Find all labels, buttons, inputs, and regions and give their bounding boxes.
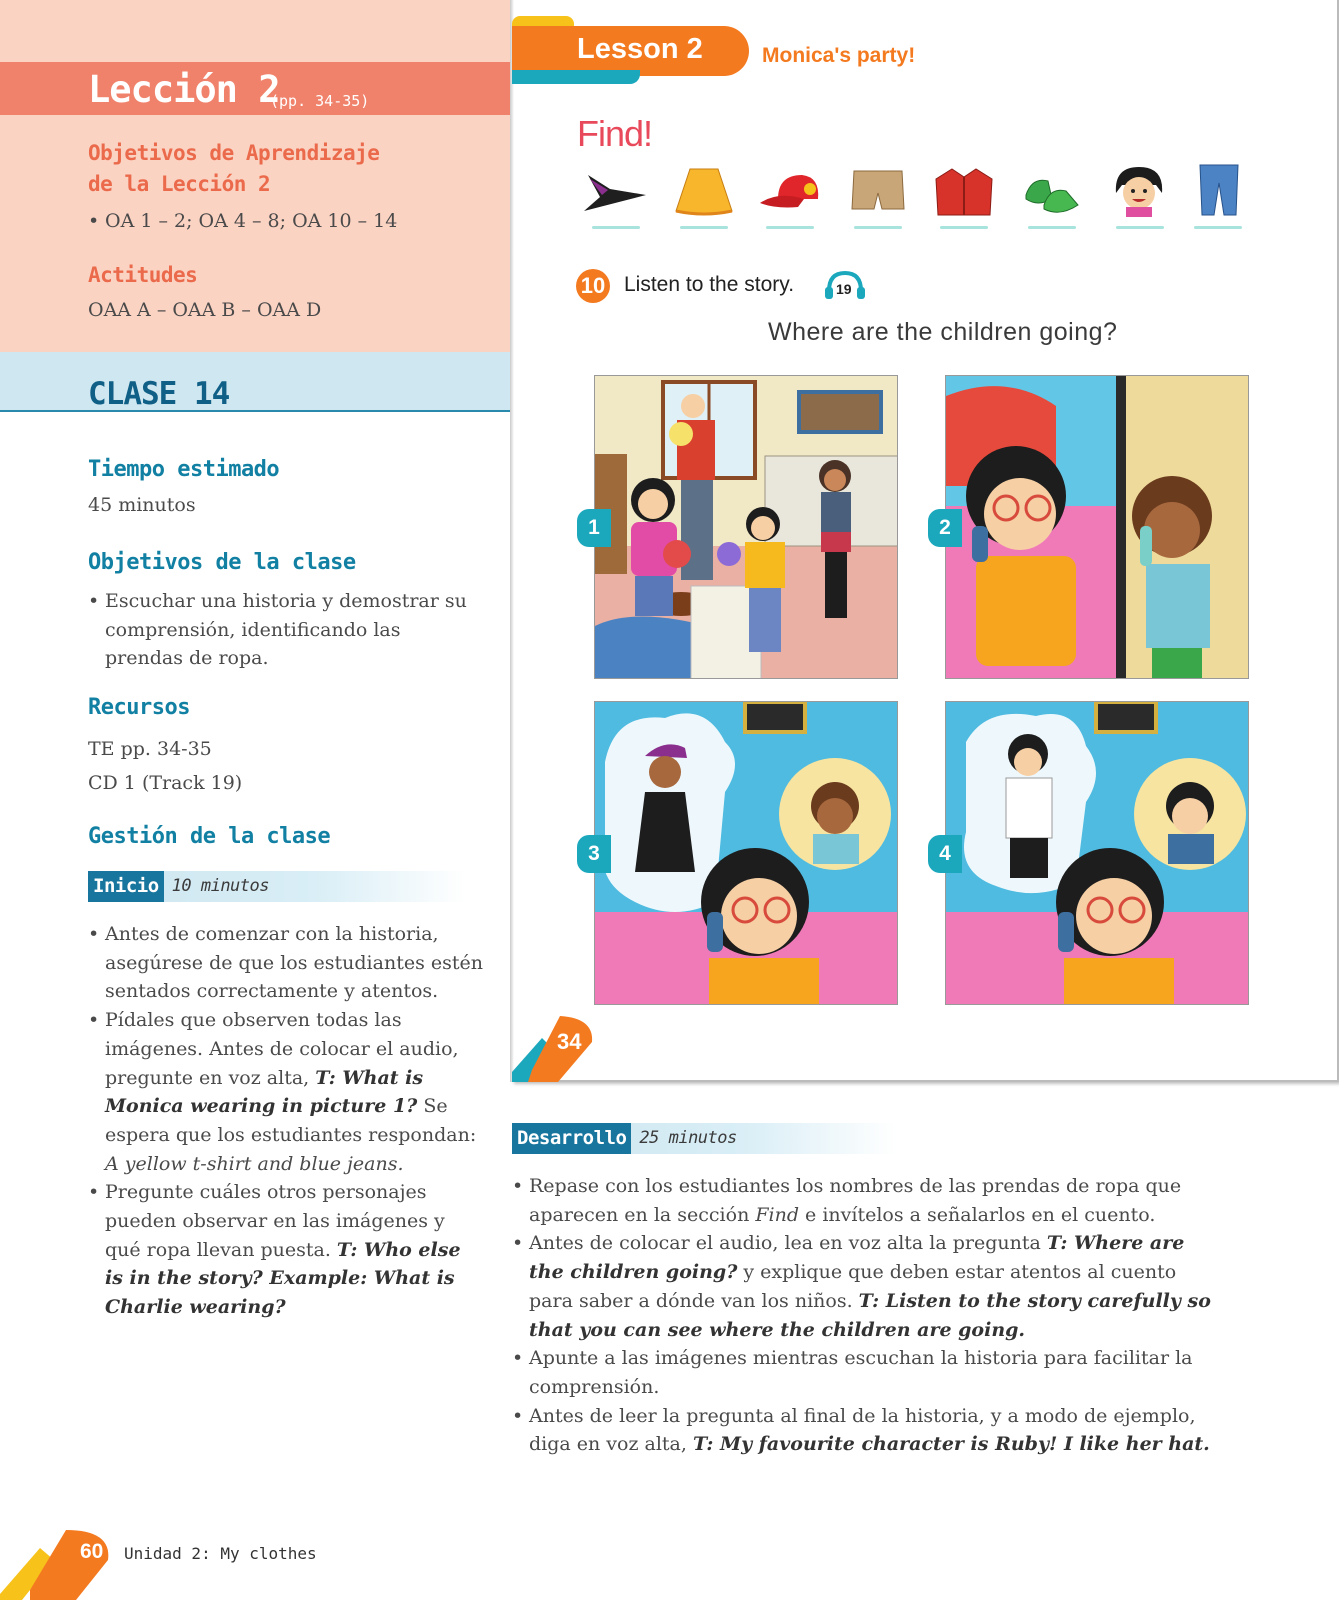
time-heading: Tiempo estimado <box>88 457 280 482</box>
teacher-question: T: What is Monica wearing in picture 1? <box>105 1066 424 1118</box>
jeans-icon <box>1196 163 1242 219</box>
book-page-number: 34 <box>557 1029 582 1054</box>
inicio-list <box>88 920 483 1322</box>
audio-track[interactable] <box>824 269 866 301</box>
resource-item: CD 1 (Track 19) <box>88 772 243 794</box>
find-items-row <box>580 163 1240 233</box>
class-objectives-list <box>88 587 478 673</box>
story-question: Where are the children going? <box>768 318 1118 346</box>
desarrollo-item <box>512 1229 1212 1344</box>
find-answer-line <box>1194 226 1242 229</box>
phone-call-illustration <box>946 376 1249 679</box>
book-edge <box>510 0 514 1082</box>
boy-charlie <box>811 782 859 864</box>
find-answer-line <box>592 226 640 229</box>
management-heading: Gestión de la clase <box>88 824 331 849</box>
lesson-title: Lección 2 <box>88 68 280 111</box>
attitudes-value: OAA A – OAA B – OAA D <box>88 299 322 321</box>
inicio-duration: 10 minutos <box>171 876 269 896</box>
thinking-boy-illustration <box>946 702 1249 1005</box>
story-panel-1 <box>594 375 898 679</box>
attitudes-heading: Actitudes <box>88 263 198 287</box>
resource-item: TE pp. 34-35 <box>88 738 212 760</box>
desarrollo-item-text: Antes de colocar el audio, lea en voz alta la pregunta <box>529 1232 1047 1255</box>
lesson-tab-label: Lesson 2 <box>577 33 703 65</box>
story-panel-2 <box>945 375 1249 679</box>
desarrollo-label: Desarrollo <box>512 1123 631 1154</box>
lesson-tab-underline <box>512 70 640 84</box>
shorts-icon <box>850 167 906 215</box>
find-answer-line <box>766 226 814 229</box>
teacher-question: T: Where are the children going? <box>529 1232 1185 1284</box>
find-answer-line <box>680 226 728 229</box>
desarrollo-item-text: e invítelos a señalarlos en el cuento. <box>799 1203 1156 1226</box>
objectives-item: • OA 1 – 2; OA 4 – 8; OA 10 – 14 <box>88 207 498 236</box>
boy-vampire <box>1006 734 1052 878</box>
find-reference: Find <box>755 1203 800 1226</box>
desarrollo-bar <box>512 1123 897 1154</box>
expected-answer: A yellow t-shirt and blue jeans. <box>105 1152 404 1175</box>
jacket-icon <box>932 165 996 219</box>
desarrollo-item <box>512 1402 1212 1459</box>
panel-number-2: 2 <box>928 509 962 547</box>
story-panel-4 <box>945 701 1249 1005</box>
desarrollo-item-text: y explique que deben estar atentos al cuento para saber a dónde van los niños. <box>529 1261 1177 1312</box>
class-band <box>0 352 512 412</box>
inicio-item-text: Pregunte cuáles otros personajes pueden observar en las imágenes y qué ropa llevan puesta. <box>105 1181 445 1261</box>
inicio-item: • Antes de comenzar con la historia, asegúrese de que los estudiantes estén sentados correctamente y atentos. <box>88 920 483 1006</box>
objectives-heading <box>88 138 379 200</box>
class-objectives-item: • Escuchar una historia y demostrar su comprensión, identificando las prendas de ropa. <box>88 587 478 673</box>
inicio-bar <box>88 871 466 902</box>
inicio-label: Inicio <box>88 871 164 902</box>
desarrollo-list <box>512 1172 1212 1459</box>
desarrollo-item <box>512 1172 1212 1229</box>
resources-heading: Recursos <box>88 695 190 720</box>
resources-list <box>88 732 242 800</box>
lesson-subtitle: Monica's party! <box>762 44 916 67</box>
teacher-example: T: My favourite character is Ruby! I like her hat. <box>692 1433 1210 1456</box>
find-answer-line <box>854 226 902 229</box>
skirt-icon <box>672 165 736 217</box>
witch-hat-icon <box>580 171 650 215</box>
panel-number-1: 1 <box>577 509 611 547</box>
activity-instruction: Listen to the story. <box>624 273 795 296</box>
girl-face-icon <box>1110 163 1168 219</box>
inicio-item-text: Se espera que los estudiantes respondan: <box>105 1095 477 1146</box>
time-value: 45 minutos <box>88 494 196 516</box>
sneakers-icon <box>1022 169 1082 219</box>
inicio-item <box>88 1006 483 1178</box>
panel-number-4: 4 <box>928 835 962 873</box>
teacher-question: T: Who else is in the story? Example: What is Charlie wearing? <box>105 1238 461 1319</box>
objectives-list <box>88 207 498 236</box>
desarrollo-item: • Apunte a las imágenes mientras escuchan la historia para facilitar la comprensión. <box>512 1344 1212 1401</box>
girl-monica <box>966 446 1076 666</box>
class-title: CLASE 14 <box>88 376 230 412</box>
inicio-item <box>88 1178 483 1322</box>
class-objectives-heading: Objetivos de la clase <box>88 550 356 575</box>
living-room-illustration <box>595 376 898 679</box>
find-answer-line <box>1028 226 1076 229</box>
panel-number-3: 3 <box>577 835 611 873</box>
activity-number: 10 <box>576 269 610 303</box>
track-number: 19 <box>836 281 852 297</box>
book-page-corner <box>512 1012 596 1082</box>
find-answer-line <box>940 226 988 229</box>
teacher-instruction: T: Listen to the story carefully so that you can see where the children are going. <box>529 1289 1211 1341</box>
find-answer-line <box>1116 226 1164 229</box>
cap-icon <box>758 169 824 215</box>
inicio-item-text: Pídales que observen todas las imágenes. Antes de colocar el audio, pregunte en voz alta, <box>105 1009 459 1089</box>
thinking-witch-illustration <box>595 702 898 1005</box>
footer-unit-label: Unidad 2: My clothes <box>124 1544 317 1563</box>
boy-phone <box>1166 782 1214 864</box>
lesson-pages: (pp. 34-35) <box>270 92 370 110</box>
objectives-heading-line-1: Objetivos de Aprendizaje <box>88 141 380 165</box>
desarrollo-item-text: Antes de leer la pregunta al final de la historia, y a modo de ejemplo, diga en voz alta, <box>529 1404 1196 1456</box>
girl-center <box>745 507 785 652</box>
desarrollo-item-text: Repase con los estudiantes los nombres de las prendas de ropa que aparecen en la sección <box>529 1175 1182 1226</box>
desarrollo-duration: 25 minutos <box>639 1128 737 1148</box>
find-title: Find! <box>577 113 653 154</box>
footer-page-number: 60 <box>80 1540 104 1563</box>
story-panel-3 <box>594 701 898 1005</box>
objectives-heading-line-2: de la Lección 2 <box>88 172 271 196</box>
